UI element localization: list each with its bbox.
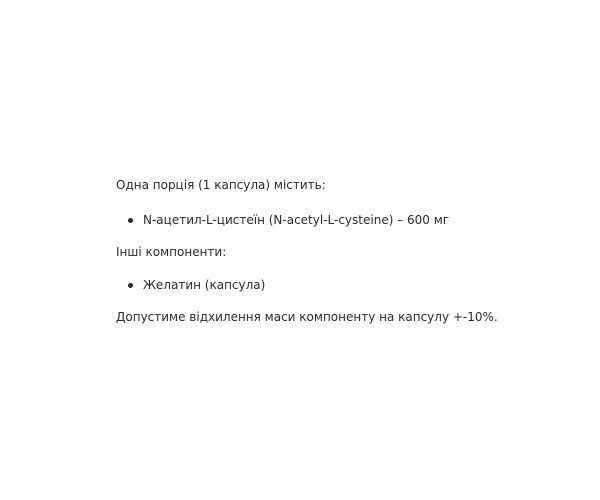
list-item <box>116 213 586 228</box>
bullet-icon <box>128 283 133 288</box>
serving-heading: Одна порція (1 капсула) містить: <box>116 178 326 192</box>
ingredient-label: Желатин (капсула) <box>143 278 266 292</box>
other-components-heading: Інші компоненти: <box>116 245 227 259</box>
active-ingredients-list <box>116 213 586 228</box>
other-ingredients-list <box>116 278 586 293</box>
composition-section <box>116 178 586 325</box>
bullet-icon <box>128 218 133 223</box>
ingredient-label: N-ацетил-L-цистеїн (N-acetyl-L-cysteine) – 600 мг <box>143 213 450 227</box>
tolerance-note: Допустиме відхилення маси компоненту на капсулу +-10%. <box>116 310 498 324</box>
list-item <box>116 278 586 293</box>
